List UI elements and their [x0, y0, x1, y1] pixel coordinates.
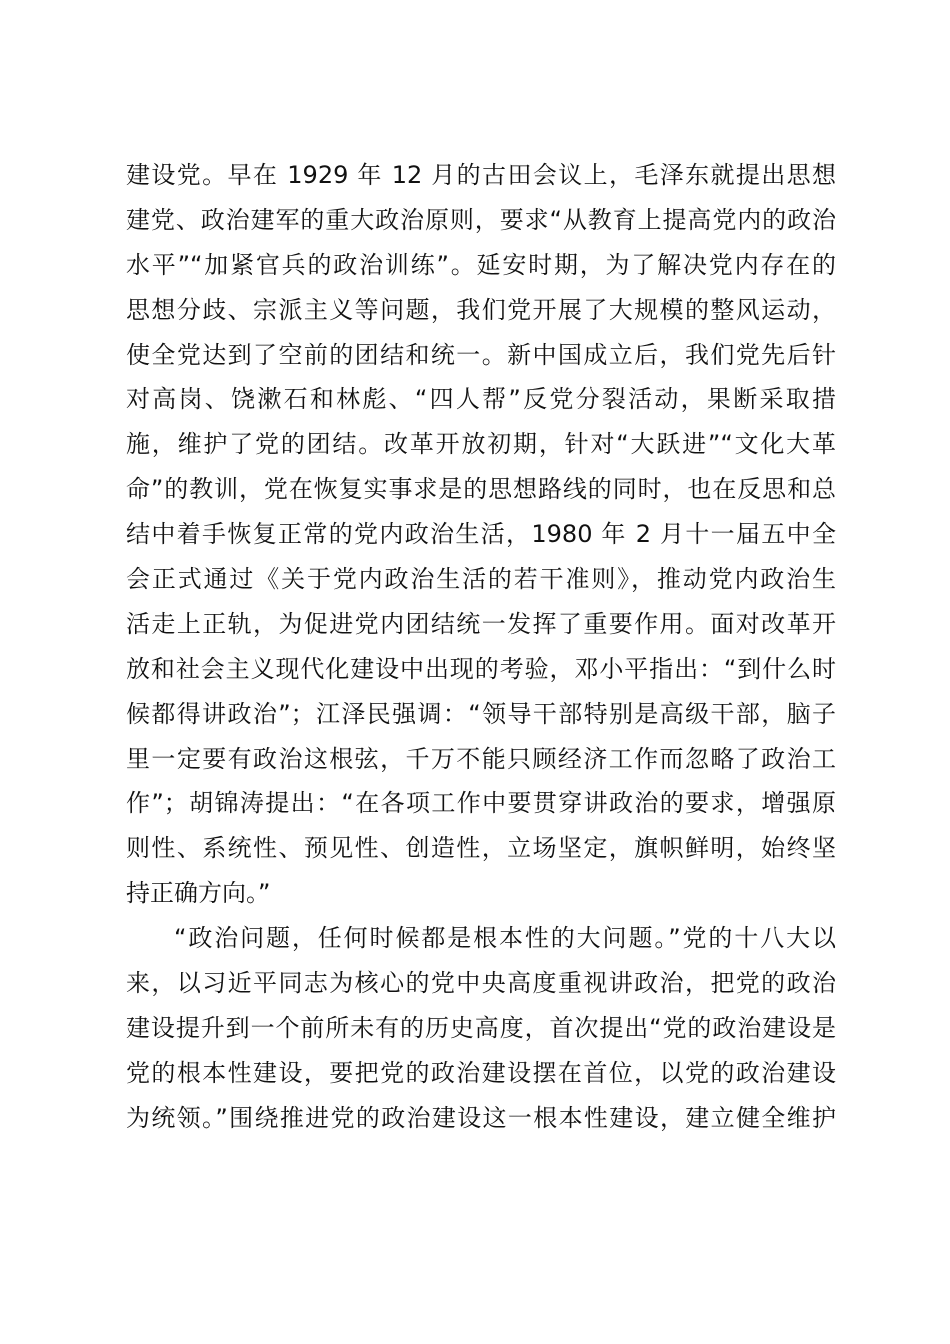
text-line: 命”的教训，党在恢复实事求是的思想路线的同时，也在反思和总: [126, 475, 836, 504]
text-line: 会正式通过《关于党内政治生活的若干准则》，推动党内政治生: [126, 565, 836, 594]
text-line: 建设党。早在 1929 年 12 月的古田会议上，毛泽东就提出思想: [126, 161, 836, 189]
text-line: 结中着手恢复正常的党内政治生活，1980 年 2 月十一届五中全: [126, 520, 836, 549]
text-line: 党的根本性建设，要把党的政治建设摆在首位，以党的政治建设: [126, 1058, 836, 1087]
text-line: 对高岗、饶漱石和林彪、“四人帮”反党分裂活动，果断采取措: [126, 385, 836, 414]
text-line: 持正确方向。”: [126, 879, 271, 908]
text-line: 里一定要有政治这根弦，千万不能只顾经济工作而忽略了政治工: [126, 744, 836, 773]
text-line: 活走上正轨，为促进党内团结统一发挥了重要作用。面对改革开: [126, 609, 836, 638]
text-line: 建设提升到一个前所未有的历史高度，首次提出“党的政治建设是: [126, 1013, 836, 1042]
body-text: [126, 153, 836, 1141]
text-line: 水平”“加紧官兵的政治训练”。延安时期，为了解决党内存在的: [126, 250, 836, 279]
text-line: 来，以习近平同志为核心的党中央高度重视讲政治，把党的政治: [126, 969, 836, 998]
text-line: “政治问题，任何时候都是根本性的大问题。”党的十八大以: [174, 924, 836, 953]
text-line: 候都得讲政治”；江泽民强调：“领导干部特别是高级干部，脑子: [126, 699, 836, 728]
paragraph-1: [126, 153, 836, 916]
text-line: 思想分歧、宗派主义等问题，我们党开展了大规模的整风运动，: [126, 295, 836, 324]
text-line: 施，维护了党的团结。改革开放初期，针对“大跃进”“文化大革: [126, 430, 836, 459]
text-line: 则性、系统性、预见性、创造性，立场坚定，旗帜鲜明，始终坚: [126, 834, 836, 863]
text-line: 建党、政治建军的重大政治原则，要求“从教育上提高党内的政治: [126, 205, 836, 234]
text-line: 作”；胡锦涛提出：“在各项工作中要贯穿讲政治的要求，增强原: [126, 789, 836, 818]
paragraph-2: [126, 916, 836, 1140]
text-line: 使全党达到了空前的团结和统一。新中国成立后，我们党先后针: [126, 340, 836, 369]
text-line: 放和社会主义现代化建设中出现的考验，邓小平指出：“到什么时: [126, 654, 836, 683]
text-line: 为统领。”围绕推进党的政治建设这一根本性建设，建立健全维护: [126, 1103, 836, 1132]
